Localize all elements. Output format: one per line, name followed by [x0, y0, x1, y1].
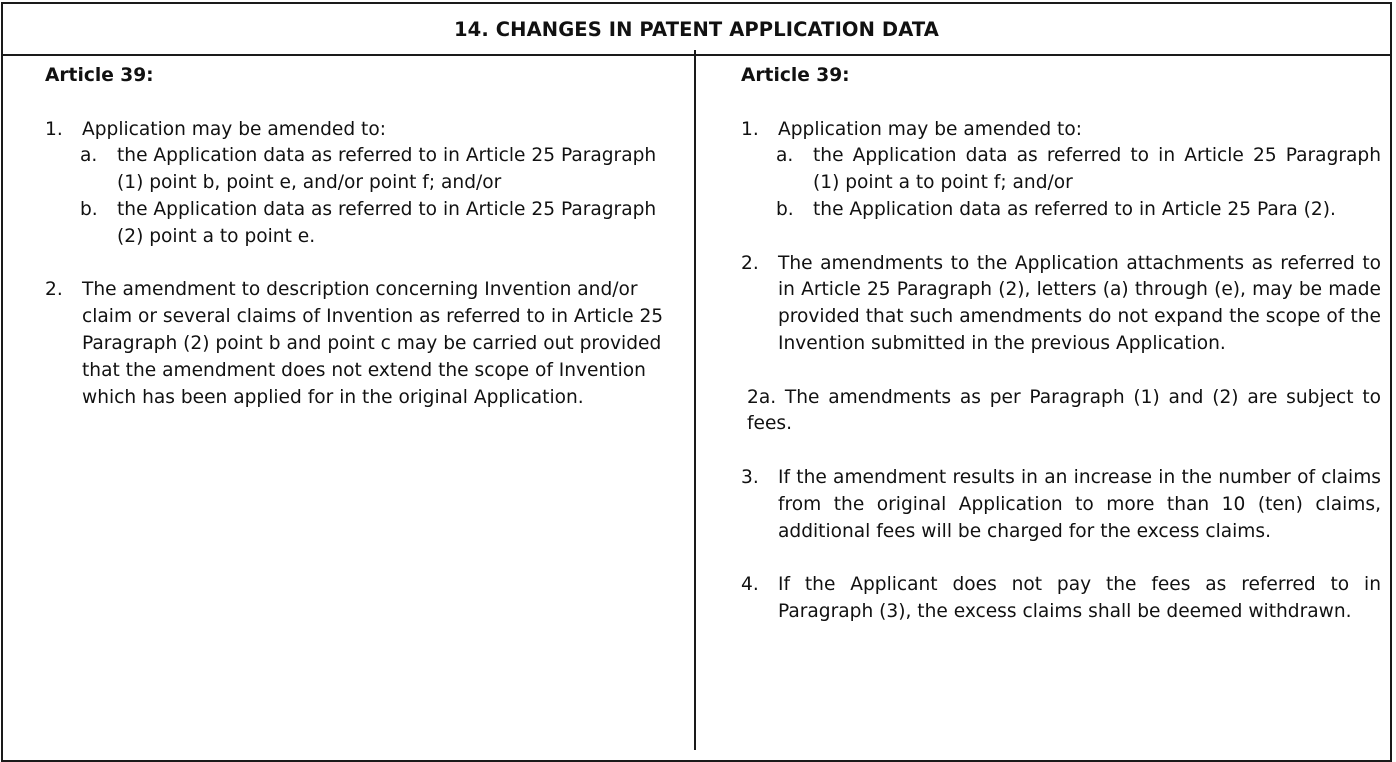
right-item-3-text: If the amendment results in an increase in the number of claims from the original Application to more than 10 (ten) claims, additional fees will be charged for the excess claims. [778, 466, 1381, 542]
left-column [45, 52, 685, 411]
left-item-1b-letter: b. [80, 198, 98, 220]
right-item-1-text: Application may be amended to: [778, 118, 1082, 140]
right-item-2a: 2a. The amendments as per Paragraph (1) and (2) are subject to fees. [747, 386, 1381, 435]
left-item-1 [45, 117, 685, 144]
right-item-1b-letter: b. [776, 198, 794, 220]
right-item-2 [741, 251, 1381, 358]
right-item-3 [741, 465, 1381, 545]
right-column [741, 52, 1381, 626]
right-item-1-number: 1. [741, 118, 759, 140]
left-item-2-text: The amendment to description concerning Invention and/or claim or several claims of Invention as referred to in Article 25 Paragraph (2) point b and point c may be carried out provided that the amendment does not extend the scope of Invention which has been applied for in the original Application. [82, 279, 664, 408]
left-item-1-number: 1. [45, 118, 63, 140]
right-item-2-text: The amendments to the Application attachments as referred to in Article 25 Paragraph (2), letters (a) through (e), may be made provided that such amendments do not expand the scope of the Invention submitted in the previous Application. [778, 252, 1381, 354]
left-item-1a-letter: a. [80, 145, 98, 167]
left-item-1-text: Application may be amended to: [82, 118, 386, 140]
right-item-1b [776, 197, 1381, 224]
left-article-title: Article 39: [45, 65, 154, 86]
column-divider [694, 50, 696, 750]
right-item-4 [741, 572, 1381, 626]
right-item-1a-text: the Application data as referred to in Article 25 Paragraph (1) point a to point f; and/or [813, 145, 1381, 194]
right-item-3-number: 3. [741, 466, 759, 488]
right-item-1b-text: the Application data as referred to in Article 25 Para (2). [813, 198, 1336, 220]
left-item-2-number: 2. [45, 279, 63, 301]
right-item-1a [776, 143, 1381, 197]
right-item-1 [741, 117, 1381, 144]
left-item-1a [80, 143, 685, 197]
right-article-title: Article 39: [741, 65, 850, 86]
right-item-1a-letter: a. [776, 145, 794, 167]
left-item-1a-text: the Application data as referred to in Article 25 Paragraph (1) point b, point e, and/or point f; and/or [117, 145, 657, 194]
left-item-1b [80, 197, 685, 251]
right-item-2-number: 2. [741, 252, 759, 274]
right-item-4-text: If the Applicant does not pay the fees as referred to in Paragraph (3), the excess claims shall be deemed withdrawn. [778, 574, 1381, 622]
right-item-4-number: 4. [741, 574, 759, 596]
left-item-1b-text: the Application data as referred to in Article 25 Paragraph (2) point a to point e. [117, 198, 657, 247]
left-item-2 [45, 277, 685, 411]
section-title: 14. CHANGES IN PATENT APPLICATION DATA [3, 4, 1390, 56]
